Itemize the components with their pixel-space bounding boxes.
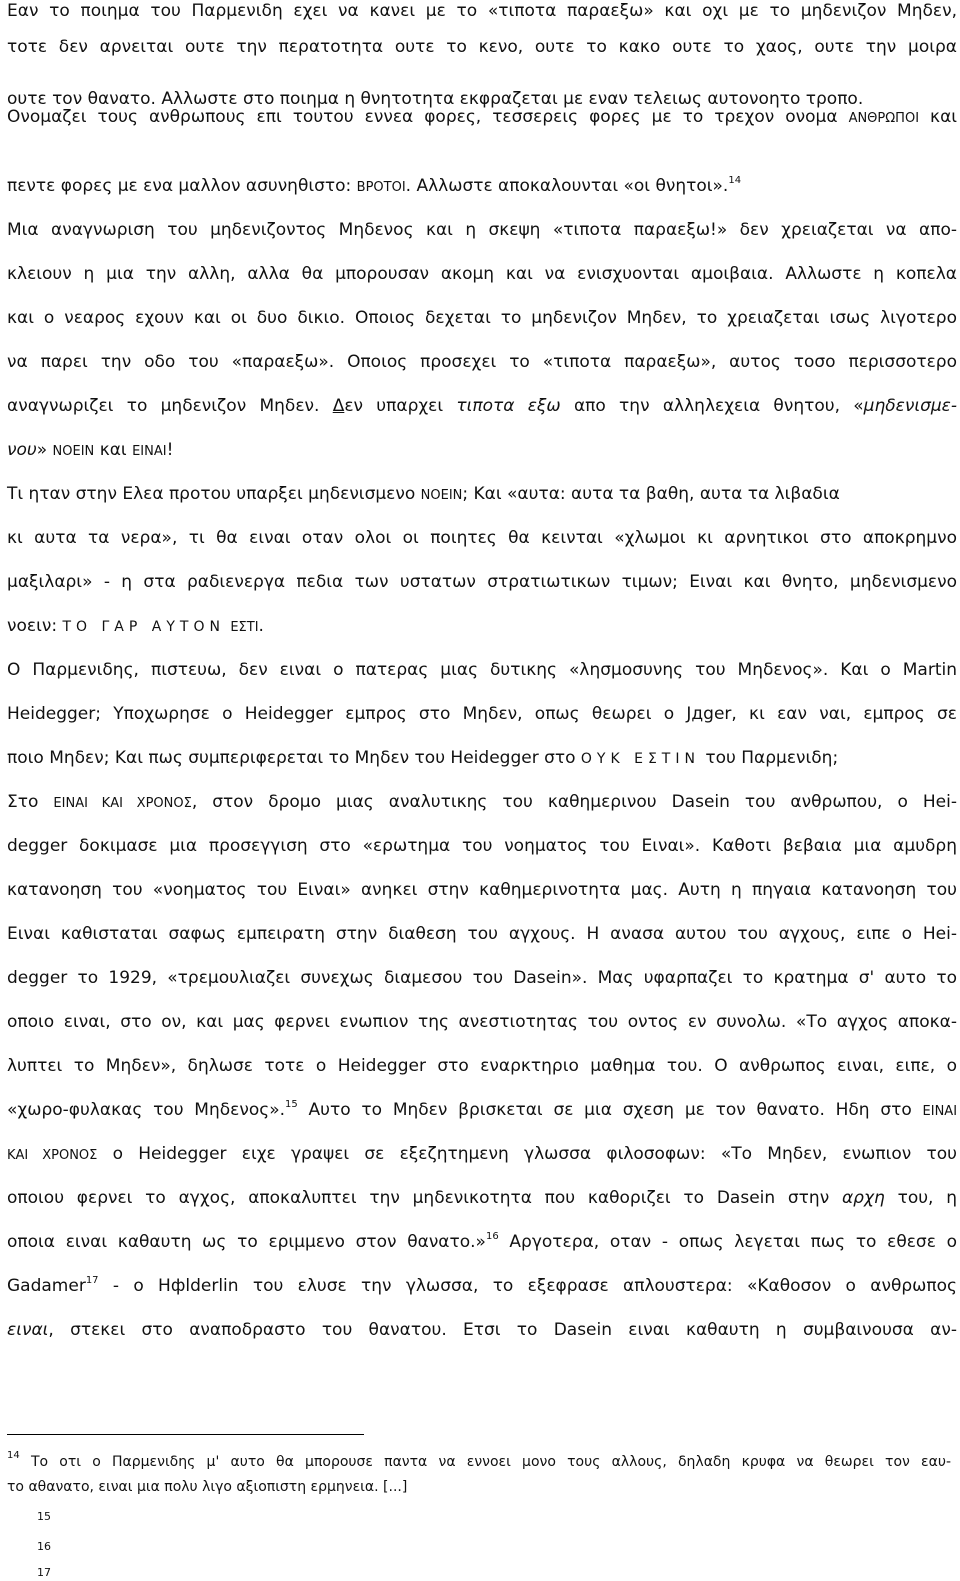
- text-line: ποιο Μηδεν; Και πως συμπεριφερεται το Μηδεν του Heidegger στο ΟΥΚ ΕΣΤΙΝ του Παρμενιδη;: [7, 748, 839, 768]
- text-line: degger το 1929, «τρεμουλιαζει συνεχως διαμεσου του Dasein». Μας υφαρπαζει το κρατημα σ' αυτο το: [7, 968, 957, 988]
- text-line: Gadamer$^{17}$ - ο Hфlderlin του ελυσε την γλωσσα, το εξεφρασε απλουστερα: «Καθοσον ο ανθρωπος: [7, 1275, 957, 1296]
- text-line: κι αυτα τα νερα», τι θα ειναι οταν ολοι οι ποιητες θα κεινται «χλωμοι κι αρνητικοι στο αποκρημνο: [7, 528, 957, 548]
- text-line: ΚΑΙ ΧΡΟΝΟΣ ο Heidegger ειχε γραψει σε εξεζητημενη γλωσσα φιλοσοφων: «Το Μηδεν, ενωπιον του: [7, 1144, 957, 1164]
- footnote-ref: 16: [485, 1231, 499, 1242]
- text-line: Ειναι καθισταται σαφως εμπειρατη στην διαθεση του αγχους. Η ανασα αυτου του αγχους, ειπε ο Hei-: [7, 924, 957, 944]
- footnote-14-cont: το αθανατο, ειναι μια πολυ λιγο αξιοπιστη ερμηνεια. [...]: [7, 1479, 408, 1495]
- text-line: λυπτει το Μηδεν», δηλωσε τοτε ο Heidegger στο εναρκτηριο μαθημα του. Ο ανθρωπος ειναι, ειπε, ο: [7, 1056, 957, 1076]
- footnote-ref: 15: [285, 1099, 298, 1110]
- footnote-17: 17: [37, 1566, 51, 1579]
- text-line: οποια ειναι καθαυτη ως το εριμμενο στον θανατο.»$^{16}$ Αργοτερα, οταν - οπως λεγεται πως το εθεσε ο: [7, 1231, 958, 1252]
- text-line: αναγνωριζει το μηδενιζον Μηδεν. Δεν υπαρχει τιποτα εξω απο την αλληλεχεια θνητου, «μηδενισμε-: [7, 396, 957, 416]
- footnote-ref: 17: [85, 1275, 99, 1286]
- text-line: degger δοκιμασε μια προσεγγιση στο «ερωτημα του νοηματος του Ειναι». Καθοτι βεβαια μια αμυδρη: [7, 836, 957, 856]
- text-line: Εαν το ποιημα του Παρμενιδη εχει να κανει με το «τιποτα παραεξω» και οχι με το μηδενιζον Μηδεν,: [7, 1, 957, 21]
- text-line: πεντε φορες με ενα μαλλον ασυνηθιστο: ΒΡΟΤΟΙ. Αλλωστε αποκαλουνται «οι θνητοι».$^{14}$: [7, 175, 742, 196]
- text-line: ειναι, στεκει στο αναποδραστο του θανατου. Ετσι το Dasein ειναι καθαυτη η συμβαινουσα αν-: [7, 1320, 957, 1340]
- text-line: μαξιλαρι» - η στα ραδιενεργα πεδια των υστατων στρατιωτικων τιμων; Ειναι και θνητο, μηδενισμενο: [7, 572, 957, 592]
- text-line: οποιο ειναι, στο ον, και μας φερνει ενωπιον της ανεστιοτητας του οντος εν συνολω. «Το αγχος αποκα-: [7, 1012, 957, 1032]
- text-line: ουτε τον θανατο. Αλλωστε στο ποιημα η θνητοτητα εκφραζεται με εναν τελειως αυτονοητο τροπο.: [7, 89, 864, 109]
- text-line: Ο Παρμενιδης, πιστευω, δεν ειναι ο πατερας μιας δυτικης «λησμοσυνης του Μηδενος». Και ο Martin: [7, 660, 957, 680]
- text-line: Heidegger; Υποχωρησε ο Heidegger εμπρος στο Μηδεν, οπως θεωρει ο Jдger, κι εαν ναι, εμπρος σε: [7, 704, 957, 724]
- footnote-separator: [7, 1434, 364, 1435]
- footnote-16: 16: [37, 1540, 51, 1553]
- text-line: νου» ΝΟΕΙΝ και ΕΙΝΑΙ!: [7, 440, 174, 460]
- text-line: Ονομαζει τους ανθρωπους επι τουτου εννεα φορες, τεσσερεις φορες με το τρεχον ονομα ΑΝΘΡΩΠΟΙ και: [7, 107, 958, 127]
- text-line: Τι ηταν στην Ελεα προτου υπαρξει μηδενισμενο ΝΟΕΙΝ; Και «αυτα: αυτα τα βαθη, αυτα τα λιβαδια: [7, 484, 840, 504]
- text-line: και ο νεαρος εχουν και οι δυο δικιο. Οποιος δεχεται το μηδενιζον Μηδεν, το χρειαζεται ισως λιγοτερο: [7, 308, 957, 328]
- text-line: Στο ΕΙΝΑΙ ΚΑΙ ΧΡΟΝΟΣ, στον δρομο μιας αναλυτικης του καθημερινου Dasein του ανθρωπου, ο Hei-: [7, 792, 957, 812]
- text-line: «χωρο-φυλακας του Μηδενος».$^{15}$ Αυτο το Μηδεν βρισκεται σε μια σχεση με τον θανατο. Ηδη στο ΕΙΝΑΙ: [7, 1099, 958, 1120]
- text-line: κλειουν η μια την αλλη, αλλα θα μπορουσαν ακομη και να ενισχυονται αμοιβαια. Αλλωστε η κοπελα: [7, 264, 957, 284]
- footnote-14: $^{14}$ Το οτι ο Παρμενιδης μ' αυτο θα μπορουσε παντα να εννοει μονο τους αλλους, δηλαδη κρυφα να θεωρει τον εαυ-: [7, 1450, 951, 1470]
- footnote-15: 15: [37, 1510, 51, 1523]
- text-line: οποιου φερνει το αγχος, αποκαλυπτει την μηδενικοτητα που καθοριζει το Dasein στην αρχη του, η: [7, 1188, 957, 1208]
- text-line: να παρει την οδο του «παραεξω». Οποιος προσεχει το «τιποτα παραεξω», αυτος τοσο περισσοτερο: [7, 352, 957, 372]
- footnote-ref: 14: [728, 175, 742, 186]
- text-line: νοειν: ΤΟ ΓΑΡ ΑΥΤΟΝ ΕΣΤΙ.: [7, 616, 264, 636]
- text-line: τοτε δεν αρνειται ουτε την περατοτητα ουτε το κενο, ουτε το κακο ουτε το χαος, ουτε την μοιρα: [7, 37, 957, 57]
- text-line: κατανοηση του «νοηματος του Ειναι» ανηκει στην καθημερινοτητα μας. Αυτη η πηγαια κατανοηση του: [7, 880, 957, 900]
- text-line: Μια αναγνωριση του μηδενιζοντος Μηδενος και η σκεψη «τιποτα παραεξω!» δεν χρειαζεται να απο-: [7, 220, 957, 240]
